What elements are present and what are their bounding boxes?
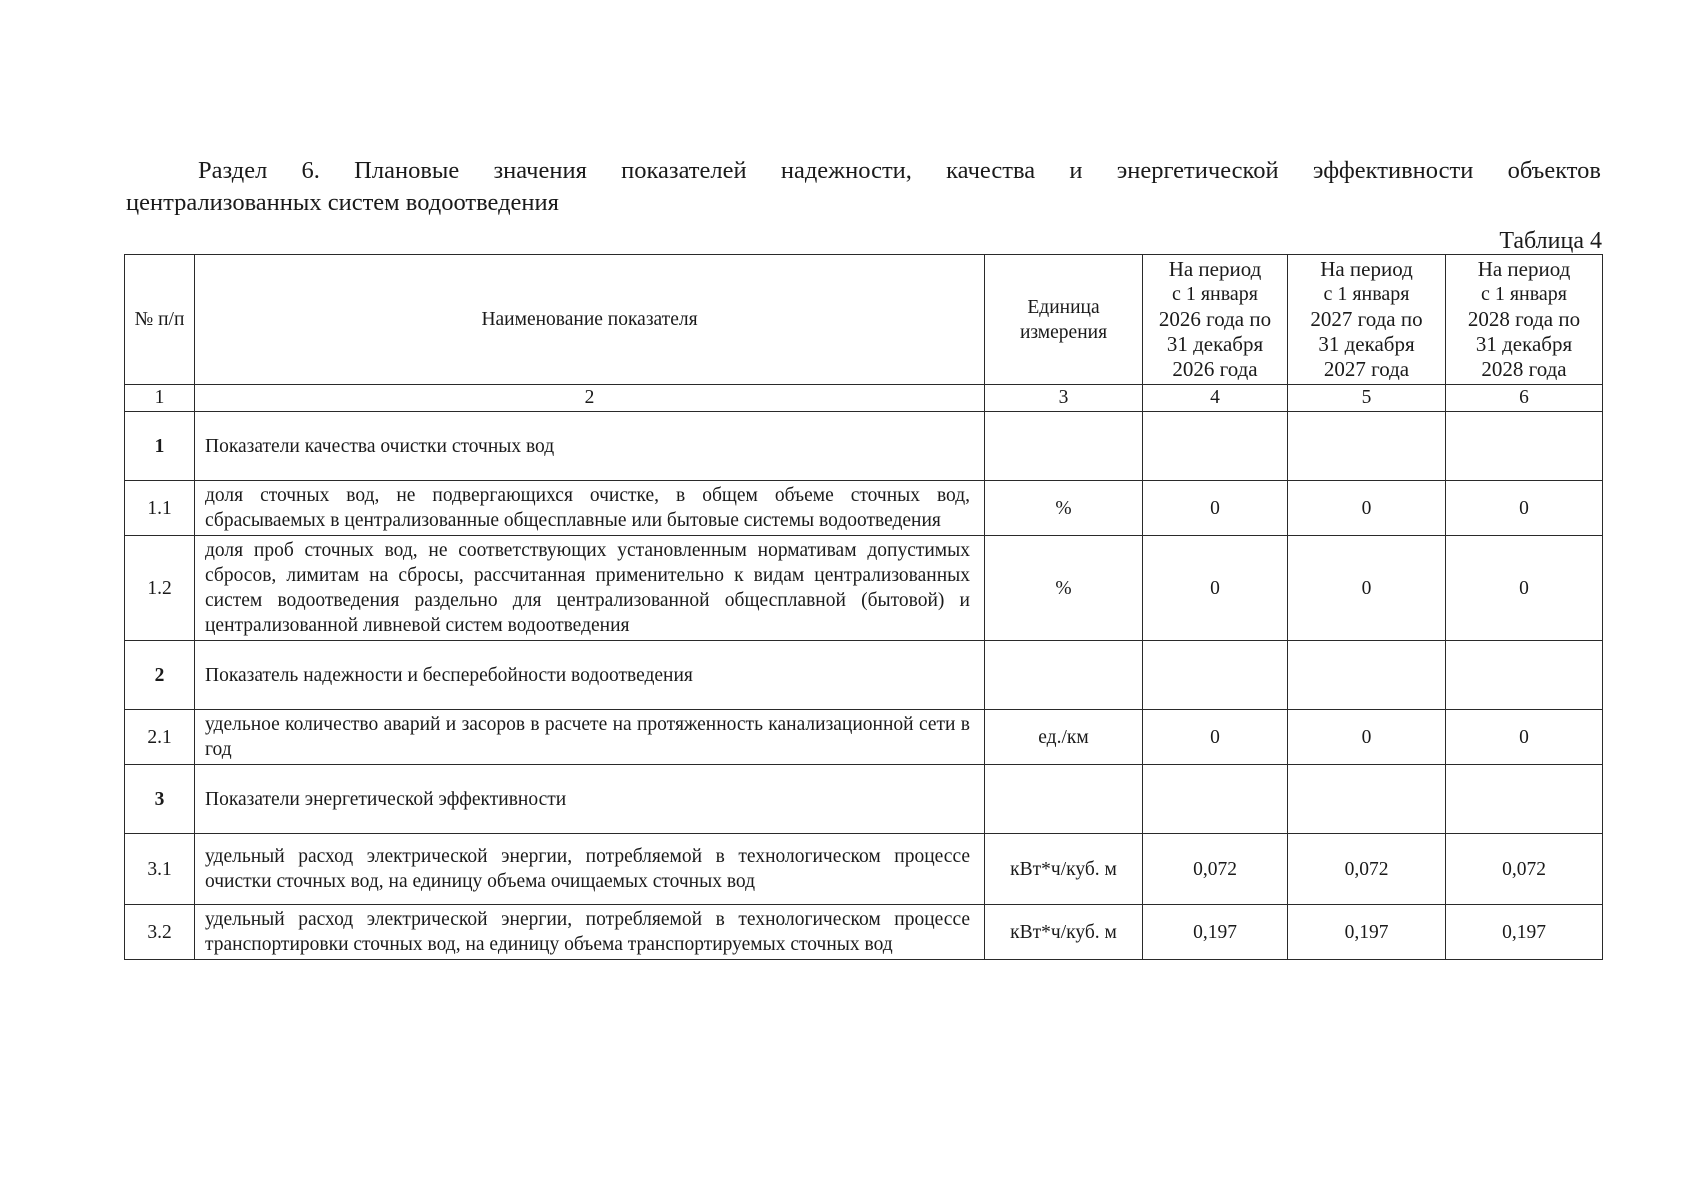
empty-cell <box>1143 765 1288 834</box>
header-period-2028: На период с 1 января 2028 года по 31 декабря 2028 года <box>1446 255 1603 385</box>
header-name: Наименование показателя <box>195 255 985 385</box>
row-num: 2.1 <box>125 710 195 765</box>
empty-cell <box>1446 412 1603 481</box>
value-2027: 0 <box>1288 710 1446 765</box>
indicator-name: доля сточных вод, не подвергающихся очистке, в общем объеме сточных вод, сбрасываемых в централизованные общесплавные или бытовые системы водоотведения <box>195 481 985 536</box>
unit: кВт*ч/куб. м <box>985 834 1143 905</box>
empty-cell <box>985 412 1143 481</box>
value-2027: 0 <box>1288 481 1446 536</box>
empty-cell <box>985 765 1143 834</box>
indicators-table <box>124 254 1603 960</box>
unit: ед./км <box>985 710 1143 765</box>
section-title: Показатель надежности и бесперебойности водоотведения <box>195 641 985 710</box>
unit: % <box>985 481 1143 536</box>
value-2027: 0 <box>1288 536 1446 641</box>
value-2026: 0 <box>1143 710 1288 765</box>
table-row <box>125 710 1603 765</box>
value-2026: 0 <box>1143 481 1288 536</box>
empty-cell <box>985 641 1143 710</box>
column-number: 4 <box>1143 385 1288 412</box>
indicator-name: удельный расход электрической энергии, потребляемой в технологическом процессе очистки сточных вод, на единицу объема очищаемых сточных вод <box>195 834 985 905</box>
header-num: № п/п <box>125 255 195 385</box>
empty-cell <box>1288 765 1446 834</box>
value-2026: 0,072 <box>1143 834 1288 905</box>
value-2027: 0,072 <box>1288 834 1446 905</box>
value-2028: 0 <box>1446 710 1603 765</box>
header-unit: Единица измерения <box>985 255 1143 385</box>
column-number: 5 <box>1288 385 1446 412</box>
value-2028: 0,197 <box>1446 905 1603 960</box>
row-num: 1.1 <box>125 481 195 536</box>
empty-cell <box>1288 641 1446 710</box>
empty-cell <box>1143 412 1288 481</box>
section-heading <box>126 155 1601 219</box>
table-row <box>125 536 1603 641</box>
row-num: 2 <box>125 641 195 710</box>
header-period-2026: На период с 1 января 2026 года по 31 декабря 2026 года <box>1143 255 1288 385</box>
table-row <box>125 834 1603 905</box>
row-num: 3.1 <box>125 834 195 905</box>
row-num: 3.2 <box>125 905 195 960</box>
empty-cell <box>1446 641 1603 710</box>
column-number: 3 <box>985 385 1143 412</box>
row-num: 1.2 <box>125 536 195 641</box>
section-title: Показатели энергетической эффективности <box>195 765 985 834</box>
column-number: 6 <box>1446 385 1603 412</box>
unit: % <box>985 536 1143 641</box>
column-number-row <box>125 385 1603 412</box>
column-number: 2 <box>195 385 985 412</box>
value-2027: 0,197 <box>1288 905 1446 960</box>
section-heading-line1: Раздел 6. Плановые значения показателей надежности, качества и энергетической эффективности объектов <box>198 157 1601 184</box>
value-2028: 0 <box>1446 536 1603 641</box>
section-title: Показатели качества очистки сточных вод <box>195 412 985 481</box>
value-2026: 0,197 <box>1143 905 1288 960</box>
row-num: 3 <box>125 765 195 834</box>
empty-cell <box>1446 765 1603 834</box>
section-row-2 <box>125 641 1603 710</box>
table-header-row <box>125 255 1603 385</box>
empty-cell <box>1288 412 1446 481</box>
section-heading-line2: централизованных систем водоотведения <box>126 189 559 216</box>
table-row <box>125 481 1603 536</box>
header-period-2027: На период с 1 января 2027 года по 31 декабря 2027 года <box>1288 255 1446 385</box>
value-2026: 0 <box>1143 536 1288 641</box>
indicator-name: удельный расход электрической энергии, потребляемой в технологическом процессе транспортировки сточных вод, на единицу объема транспортируемых сточных вод <box>195 905 985 960</box>
empty-cell <box>1143 641 1288 710</box>
section-row-3 <box>125 765 1603 834</box>
value-2028: 0 <box>1446 481 1603 536</box>
column-number: 1 <box>125 385 195 412</box>
unit: кВт*ч/куб. м <box>985 905 1143 960</box>
table-caption: Таблица 4 <box>1499 228 1602 254</box>
value-2028: 0,072 <box>1446 834 1603 905</box>
indicator-name: удельное количество аварий и засоров в расчете на протяженность канализационной сети в год <box>195 710 985 765</box>
indicator-name: доля проб сточных вод, не соответствующих установленным нормативам допустимых сбросов, лимитам на сбросы, рассчитанная применительно к видам централизованных систем водоотведения раздельно для централизованной общесплавной (бытовой) и централизованной ливневой систем водоотведения <box>195 536 985 641</box>
table-row <box>125 905 1603 960</box>
section-row-1 <box>125 412 1603 481</box>
row-num: 1 <box>125 412 195 481</box>
